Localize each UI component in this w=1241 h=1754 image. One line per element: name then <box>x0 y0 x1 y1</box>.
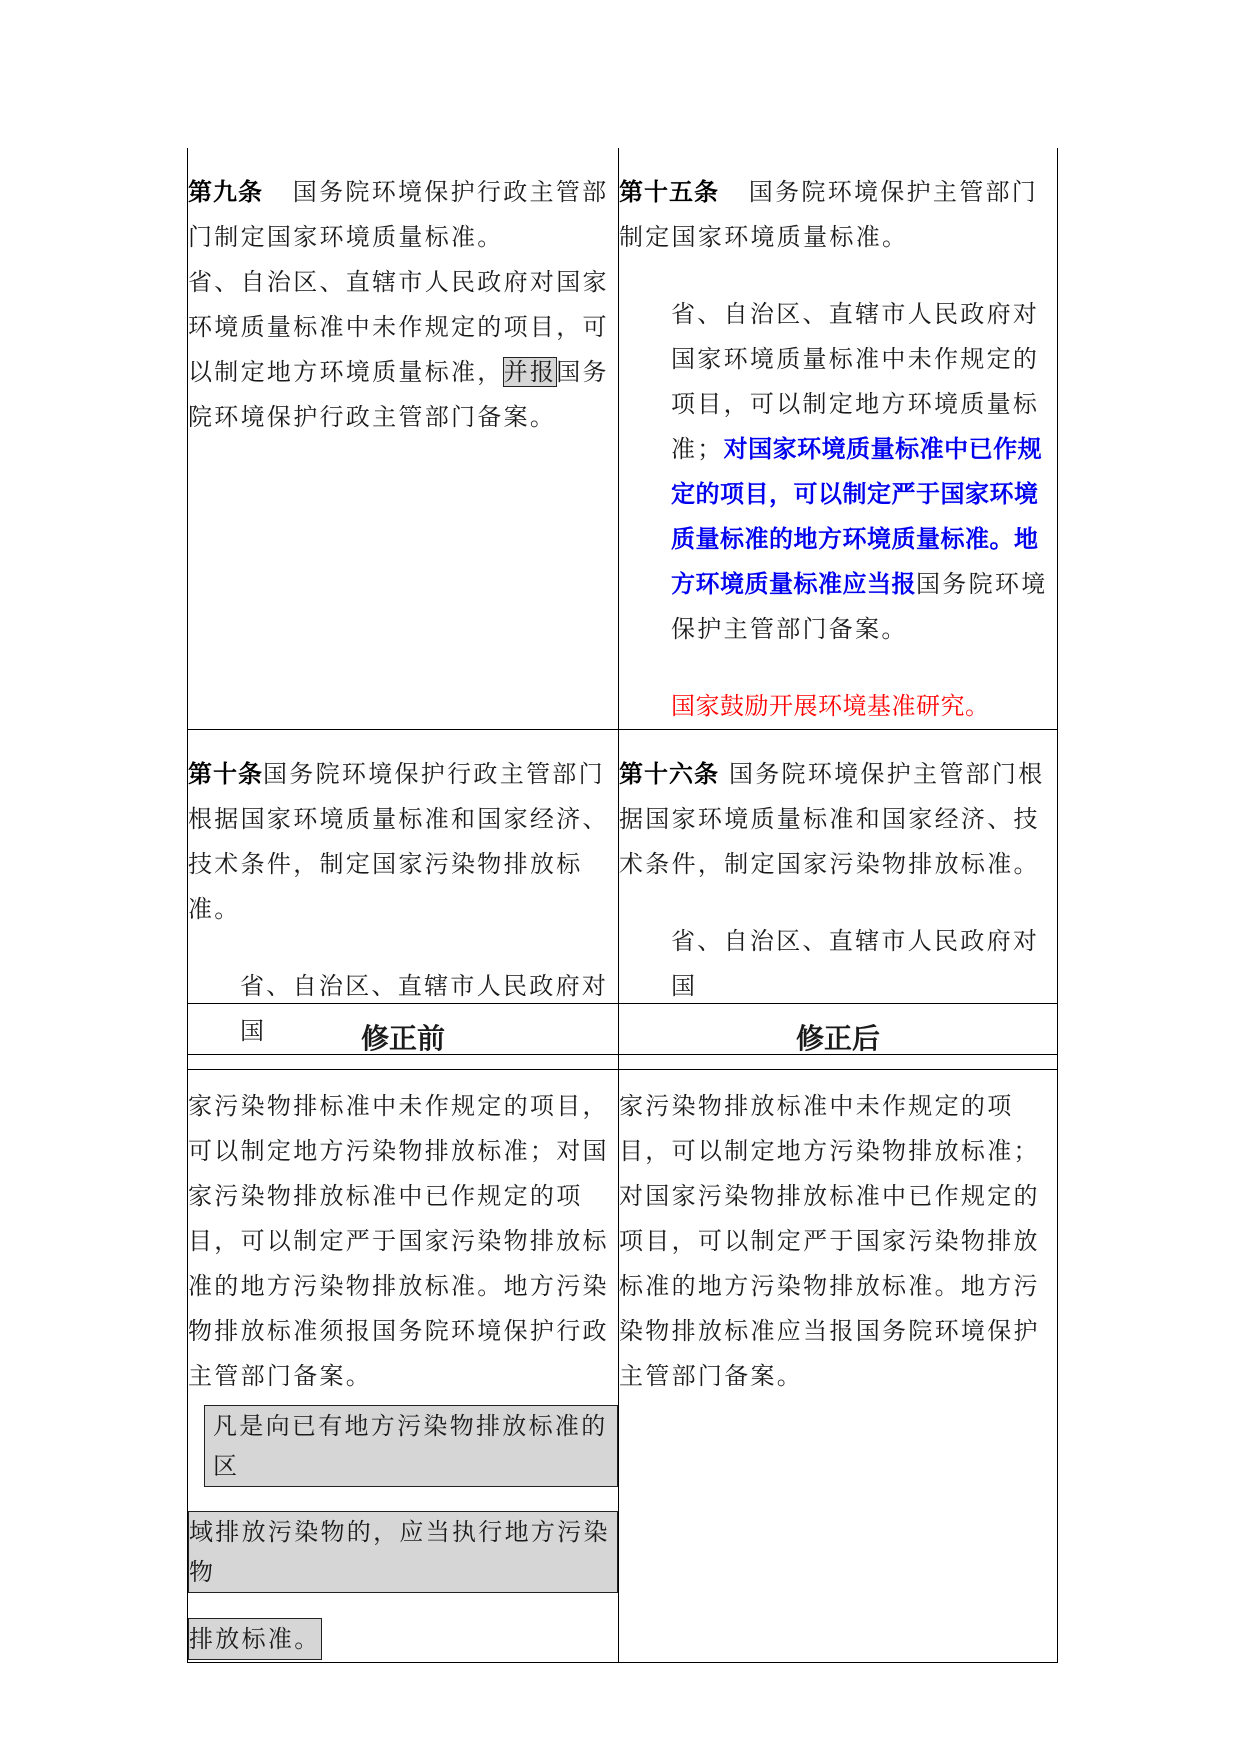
article-10-para-1: 第十条国务院环境保护行政主管部门根据国家环境质量标准和国家经济、技术条件，制定国家污染物排放标准。 <box>188 760 609 923</box>
after-cell-article-15 <box>619 148 1058 730</box>
header-before: 修正前 <box>188 1004 619 1070</box>
deleted-text-box: 域排放污染物的，应当执行地方污染物 <box>188 1511 618 1593</box>
comparison-table <box>187 1003 1058 1663</box>
header-after: 修正后 <box>619 1004 1058 1070</box>
deleted-text-box: 凡是向已有地方污染物排放标准的区 <box>204 1405 618 1487</box>
highlighted-text: 并报 <box>503 358 557 386</box>
article-9-text: 第九条 国务院环境保护行政主管部门制定国家环境质量标准。省、自治区、直辖市人民政府对国家环境质量标准中未作规定的项目，可以制定地方环境质量标准，并报国务院环境保护行政主管部门备案。 <box>188 178 609 431</box>
added-text-red: 国家鼓励开展环境基准研究。 <box>671 692 990 720</box>
article-16-para-2: 省、自治区、直辖市人民政府对国 <box>671 927 1040 1000</box>
before-cell-article-9 <box>188 148 619 730</box>
article-15-para-2: 省、自治区、直辖市人民政府对国家环境质量标准中未作规定的项目，可以制定地方环境质量标准；对国家环境质量标准中已作规定的项目，可以制定严于国家环境质量标准的地方环境质量标准。地方环境质量标准应当报国务院环境保护主管部门备案。 <box>671 300 1048 643</box>
article-15-para-1: 第十五条 国务院环境保护主管部门制定国家环境质量标准。 <box>619 178 1039 251</box>
article-label: 第十六条 <box>619 760 719 788</box>
article-10-para-2: 省、自治区、直辖市人民政府对国 <box>240 972 609 1045</box>
before-text: 家污染物排标准中未作规定的项目，可以制定地方污染物排放标准；对国家污染物排放标准中已作规定的项目，可以制定严于国家污染物排放标准的地方污染物排放标准。地方污染物排放标准须报国务院环境保护行政主管部门备案。 <box>188 1092 609 1390</box>
article-label: 第十条 <box>188 760 263 788</box>
deleted-text-box: 排放标准。 <box>188 1618 322 1660</box>
header-row <box>188 1004 1058 1070</box>
table-row <box>188 1070 1058 1663</box>
before-cell <box>188 1070 619 1663</box>
article-label: 第十五条 <box>619 178 719 206</box>
comparison-table-continued <box>187 148 1058 1055</box>
article-16-para-1: 第十六条 国务院环境保护主管部门根据国家环境质量标准和国家经济、技术条件，制定国家污染物排放标准。 <box>619 760 1045 878</box>
after-cell <box>619 1070 1058 1663</box>
after-text: 家污染物排放标准中未作规定的项目，可以制定地方污染物排放标准；对国家污染物排放标准中已作规定的项目，可以制定严于国家污染物排放标准的地方污染物排放标准。地方污染物排放标准应当报国务院环境保护主管部门备案。 <box>619 1092 1040 1390</box>
article-label: 第九条 <box>188 178 263 206</box>
added-text-blue: 对国家环境质量标准中已作规定的项目，可以制定严于国家环境质量标准的地方环境质量标准。地方环境质量标准应当报 <box>671 435 1043 598</box>
table-row <box>188 148 1058 730</box>
